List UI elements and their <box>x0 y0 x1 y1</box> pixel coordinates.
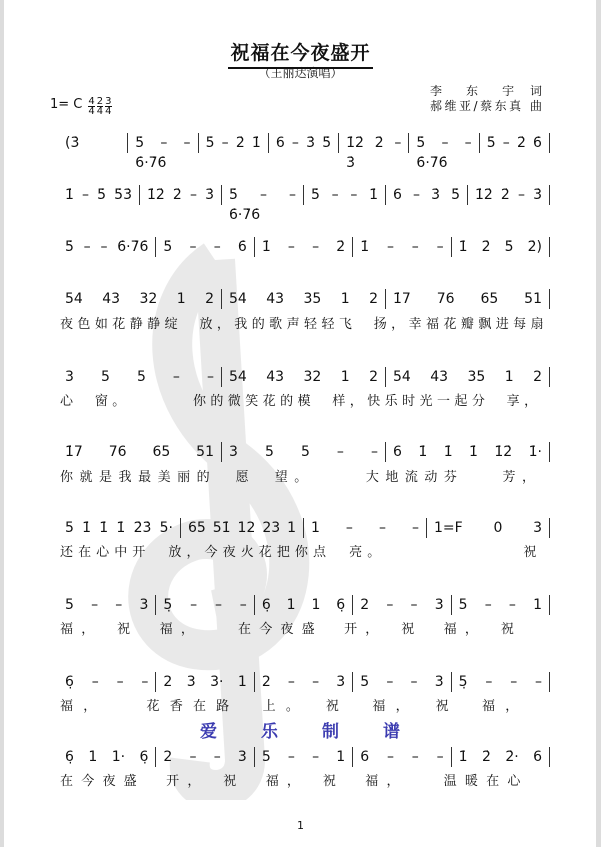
measure: 5̇ – – 6̇·7̇6̇ <box>58 237 156 257</box>
measure: 2 – – 3 <box>353 595 451 615</box>
measure: 5̣ – – – <box>156 595 254 615</box>
notation-row <box>58 367 550 387</box>
page-number: 1 <box>297 819 304 832</box>
measure: 5 – – 1 <box>255 747 353 767</box>
measure: 5̇ – – 6̇·7̇6̇ <box>409 133 479 153</box>
notation-row <box>58 595 550 615</box>
lyric-line: 心 窗。 你的微笑花的模 样，快乐时光一起分 享， <box>60 394 542 409</box>
measure: 2 3 3· 1 <box>156 672 254 692</box>
measure: 6̣ 1 1· 6̣ <box>58 747 156 767</box>
measure: 6 – 3̇ 5̇ <box>386 185 468 205</box>
lyricist-credit: 李 东 宇 词 <box>430 84 542 98</box>
lyric-line: 福， 花香在路 上。 祝 福， 祝 福， <box>60 699 529 714</box>
lyric-line: 还在心中开 放，今夜火花把你点 亮。 祝 <box>60 545 542 560</box>
meter-numerator: 3 <box>105 96 112 107</box>
key-signature <box>50 93 114 116</box>
lyric-line: 福， 祝 福， 在今夜盛 开， 祝 福， 祝 <box>60 622 523 637</box>
measure: 3 5 5 – – <box>58 367 222 387</box>
lyric-line: 你就是我最美丽的 愿 望。 大地流动芬 芳， <box>60 470 542 485</box>
measure: 6̣ 1 1 6̣ <box>255 595 353 615</box>
measure: 54 43 35 1 2 <box>222 289 386 309</box>
time-signature <box>105 97 111 116</box>
measure: 2 – – 3 <box>156 747 254 767</box>
measure: 5̇ – 2̇ 1̇ <box>199 133 269 153</box>
measure: 54 43 32 1 2 <box>58 289 222 309</box>
watermark-char: 制 <box>322 722 339 742</box>
measure: 1̇2̇ 2̇ – 3̇ <box>140 185 222 205</box>
meter-denominator: 4 <box>88 106 95 117</box>
measure: (3̇ <box>58 133 128 153</box>
measure: 3 5 5 – – <box>222 442 386 462</box>
measure: 1̇2̇ 2̇ – 3̇ <box>468 185 550 205</box>
notation-row <box>58 442 550 462</box>
watermark-char: 爱 <box>200 722 217 742</box>
notation-row <box>58 747 550 767</box>
measure: 5̇ – – 6̇·7̇6̇ <box>128 133 198 153</box>
lyric-line: 在今夜盛 开， 祝 福， 祝 福， 温暖在心 <box>60 774 529 789</box>
watermark-char: 谱 <box>383 722 400 742</box>
time-signatures <box>88 93 113 116</box>
notation-row <box>58 518 550 538</box>
notation-row <box>58 672 550 692</box>
measure: 1̇7 76 65 51 <box>386 289 550 309</box>
measure: 54 43 32 1 2 <box>222 367 386 387</box>
time-signature <box>88 97 94 116</box>
measure: 1̇ – – – <box>353 237 451 257</box>
credits <box>430 84 542 114</box>
meter-numerator: 2 <box>96 96 104 107</box>
watermark-text <box>200 722 400 742</box>
measure: 1̇7 76 65 51 <box>58 442 222 462</box>
performer-subtitle: （王丽达演唱） <box>258 66 343 80</box>
song-title: 祝福在今夜盛开 <box>0 38 601 69</box>
measure: 1̇ 2̇ 5̇ 2̇) <box>452 237 550 257</box>
measure: 54 43 35 1 2 <box>386 367 550 387</box>
meter-denominator: 4 <box>105 106 112 117</box>
measure: 65 51̇ 12 23 1 <box>181 518 304 538</box>
notation-row <box>58 237 550 257</box>
composer-credit: 郝维亚/蔡东真 曲 <box>430 99 542 113</box>
measure: 5̇ – 2̇ 6̇ <box>480 133 550 153</box>
measure: 1=F 0 3 <box>427 518 550 538</box>
measure: 1̇ 2̇ 2̇· 6 <box>452 747 550 767</box>
measure: 5 – – 1 <box>452 595 550 615</box>
lyric-line: 夜色如花静静绽 放，我的歌声轻轻飞 扬，幸福花瓣飘进每扇 <box>60 317 549 332</box>
meter-numerator: 4 <box>88 96 95 107</box>
measure: 5 1̇ 1̇ 1̇ 2̇3̇ 5· <box>58 518 181 538</box>
notation-row <box>58 289 550 309</box>
notation-row <box>58 133 550 171</box>
measure: 6̣ – – – <box>58 672 156 692</box>
measure: 5̇ – – 6̇·7̇6̇ <box>222 185 304 205</box>
measure: 1̇ – – 2̇ <box>255 237 353 257</box>
measure: 6 1̇ 1̇ 1̇ 1̇2̇ 1̇· <box>386 442 550 462</box>
measure: 1̇ – 5̇ 5̇3̇ <box>58 185 140 205</box>
measure: 5̇ – – 6̇ <box>156 237 254 257</box>
measure: 6 – – – <box>353 747 451 767</box>
meter-denominator: 4 <box>96 106 104 117</box>
measure: 2 – – 3 <box>255 672 353 692</box>
measure: 1 – – – <box>304 518 427 538</box>
notation-row <box>58 185 550 223</box>
measure: 1̇2̇ 2̇ – 3̇ <box>339 133 409 153</box>
measure: 5 – – 3 <box>353 672 451 692</box>
time-signature <box>97 97 103 116</box>
measure: 5̇ – – 1̇ <box>304 185 386 205</box>
watermark-char: 乐 <box>261 722 278 742</box>
measure: 5 – – 3 <box>58 595 156 615</box>
measure: 6 – 3̇ 5̇ <box>269 133 339 153</box>
measure: 5̣ – – – <box>452 672 550 692</box>
key-label: 1= C <box>50 97 83 112</box>
